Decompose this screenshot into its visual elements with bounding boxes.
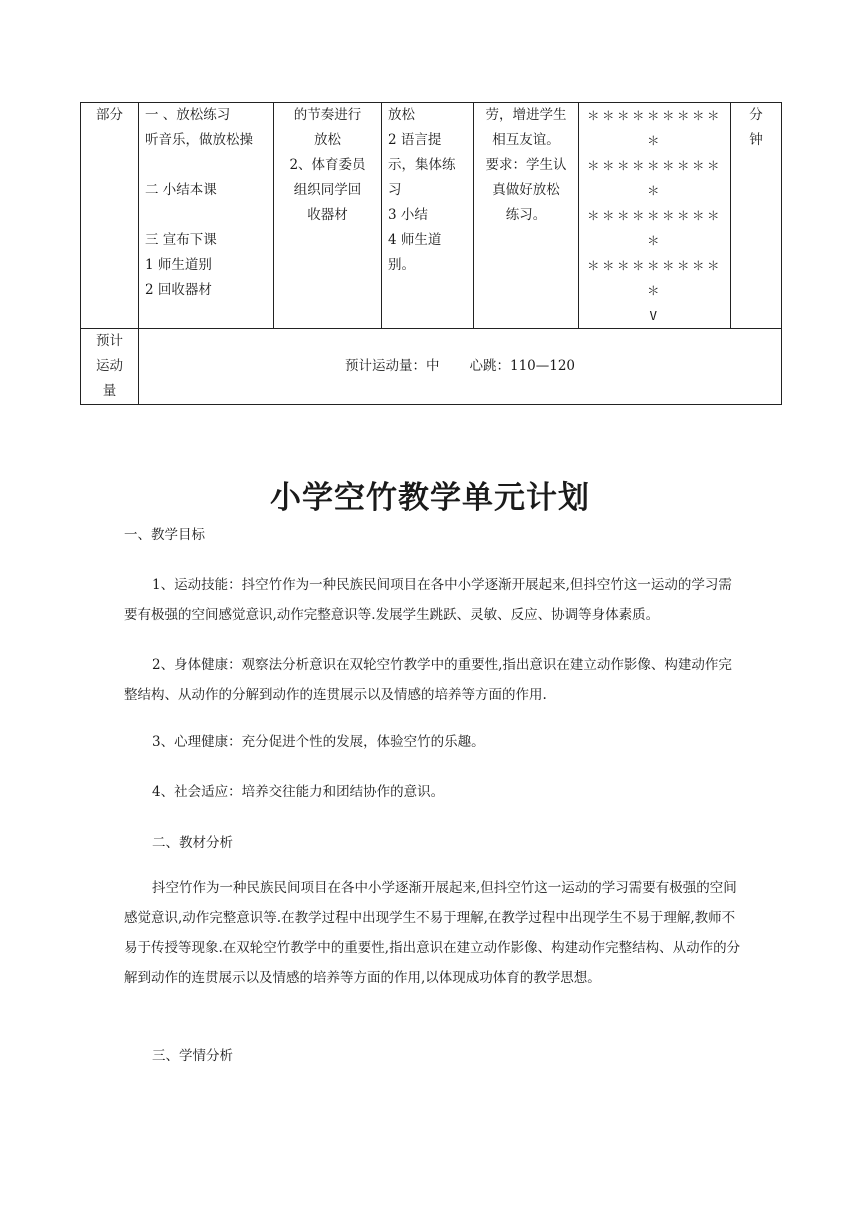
paragraph-mental-health: 3、心理健康：充分促进个性的发展，体验空竹的乐趣。	[152, 734, 485, 750]
cell-part: 部分	[81, 103, 139, 329]
table-row-exercise-load	[81, 329, 782, 405]
cell-requirements: 劳，增进学生 相互友谊。 要求：学生认 真做好放松 练习。	[474, 103, 579, 329]
section-heading-goals: 一、教学目标	[124, 527, 205, 543]
paragraph-physical-health: 2、身体健康：观察法分析意识在双轮空竹教学中的重要性,指出意识在建立动作影像、构建动作完整结构、从动作的分解到动作的连贯展示以及情感的培养等方面的作用.	[124, 657, 732, 703]
page-title: 小学空竹教学单元计划	[270, 480, 590, 516]
paragraph-social-adaptation: 4、社会适应：培养交往能力和团结协作的意识。	[152, 784, 445, 800]
cell-time: 分 钟	[731, 103, 782, 329]
lesson-plan-table	[80, 102, 782, 405]
cell-load-value: 预计运动量：中 心跳：110—120	[139, 329, 782, 405]
cell-organization: 的节奏进行 放松 2、体育委员 组织同学回 收器材	[274, 103, 382, 329]
cell-method: 放松 2 语言提 示，集体练 习 3 小结 4 师生道 别。	[382, 103, 474, 329]
section-heading-material: 二、教材分析	[152, 835, 233, 851]
cell-formation: ＊＊＊＊＊＊＊＊＊＊ ＊＊＊＊＊＊＊＊＊＊ ＊＊＊＊＊＊＊＊＊＊ ＊＊＊＊＊＊＊＊＊＊ V	[579, 103, 731, 329]
paragraph-material-analysis: 抖空竹作为一种民族民间项目在各中小学逐渐开展起来,但抖空竹这一运动的学习需要有极强的空间感觉意识,动作完整意识等.在教学过程中出现学生不易于理解,在教学过程中出现学生不易于理解,教师不易于传授等现象.在双轮空竹教学中的重要性,指出意识在建立动作影像、构建动作完整结构、从动作的分解到动作的连贯展示以及情感的培养等方面的作用,以体现成功体育的教学思想。	[124, 880, 741, 986]
paragraph-motor-skills: 1、运动技能：抖空竹作为一种民族民间项目在各中小学逐渐开展起来,但抖空竹这一运动的学习需要有极强的空间感觉意识,动作完整意识等.发展学生跳跃、灵敏、反应、协调等身体素质。	[124, 577, 732, 623]
table-row-closing-part	[81, 103, 782, 329]
cell-content: 一 、放松练习 听音乐，做放松操 二 小结本课 三 宣布下课 1 师生道别 2 回收器材	[139, 103, 274, 329]
section-heading-students: 三、学情分析	[152, 1048, 233, 1064]
cell-load-label: 预计 运动 量	[81, 329, 139, 405]
